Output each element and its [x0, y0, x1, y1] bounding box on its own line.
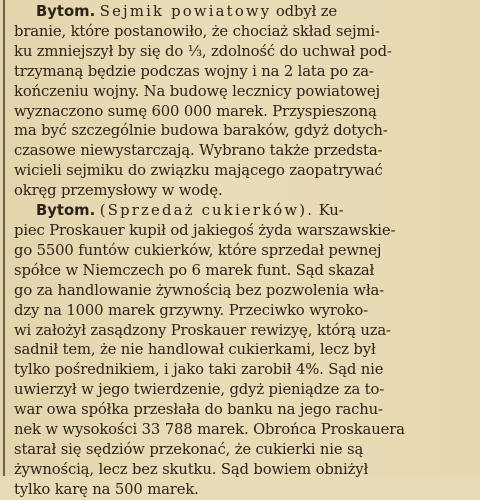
article-place: Bytom.	[36, 202, 96, 220]
article-line: czasowe niewystarczają. Wybrano także przedsta-	[14, 142, 383, 160]
article-line: żywnością, lecz bez skutku. Sąd bowiem obniżył	[14, 460, 369, 478]
article-line-text: Ku-	[314, 202, 344, 220]
article-line: dzy na 1000 marek grzywny. Przeciwko wyroko-	[14, 301, 368, 319]
article-line: trzymaną będzie podczas wojny i na 2 lata po za-	[14, 62, 374, 80]
article-line: tylko karę na 500 marek.	[14, 480, 199, 498]
article-line: wyznaczono sumę 600 000 marek. Przyspieszoną	[14, 102, 377, 120]
article-line: branie, które postanowiło, że chociaż skład sejmi-	[14, 22, 380, 40]
article-line: piec Proskauer kupił od jakiegoś żyda warszawskie-	[14, 221, 396, 239]
article-line: starał się sędziów przekonać, że cukierki nie są	[14, 440, 364, 458]
article-line: okręg przemysłowy w wodę.	[14, 182, 223, 200]
article-line: wi założył zasądzony Proskauer rewizyę, którą uza-	[14, 321, 391, 339]
news-column	[14, 2, 475, 500]
article-line: go za handlowanie żywnością bez pozwolenia wła-	[14, 281, 384, 299]
article-line: ku zmniejszył by się do ⅓, zdolność do uchwał pod-	[14, 42, 392, 60]
article-line: war owa spółka przesłała do banku na jego rachu-	[14, 401, 383, 419]
article-headline: Sejmik powiatowy	[99, 3, 272, 20]
article-line: spółce w Niemczech po 6 marek funt. Sąd skazał	[14, 261, 375, 279]
article-line	[14, 201, 475, 221]
article-sejmik	[14, 2, 475, 201]
article-place: Bytom.	[36, 3, 96, 20]
article-line-text: odbył ze	[271, 3, 337, 20]
article-cukierki	[14, 201, 475, 500]
article-line: ma być szczególnie budowa baraków, gdyż dotych-	[14, 122, 388, 140]
article-headline: (Sprzedaż cukierków).	[99, 202, 315, 220]
article-line: tylko pośrednikiem, i jako taki zarobił 4%. Sąd nie	[14, 361, 384, 379]
article-line: sadnił tem, że nie handlował cukierkami, lecz był	[14, 341, 376, 359]
article-line: kończeniu wojny. Na budowę lecznicy powiatowej	[14, 82, 380, 100]
article-line: uwierzył w jego twierdzenie, gdyż pieniądze za to-	[14, 381, 385, 399]
article-line: wicieli sejmiku do związku mającego zaopatrywać	[14, 162, 383, 180]
article-line: go 5500 funtów cukierków, które sprzedał pewnej	[14, 241, 382, 259]
article-line	[14, 2, 475, 22]
column-rule	[3, 0, 5, 476]
article-line: nek w wysokości 33 788 marek. Obrońca Proskauera	[14, 421, 405, 439]
